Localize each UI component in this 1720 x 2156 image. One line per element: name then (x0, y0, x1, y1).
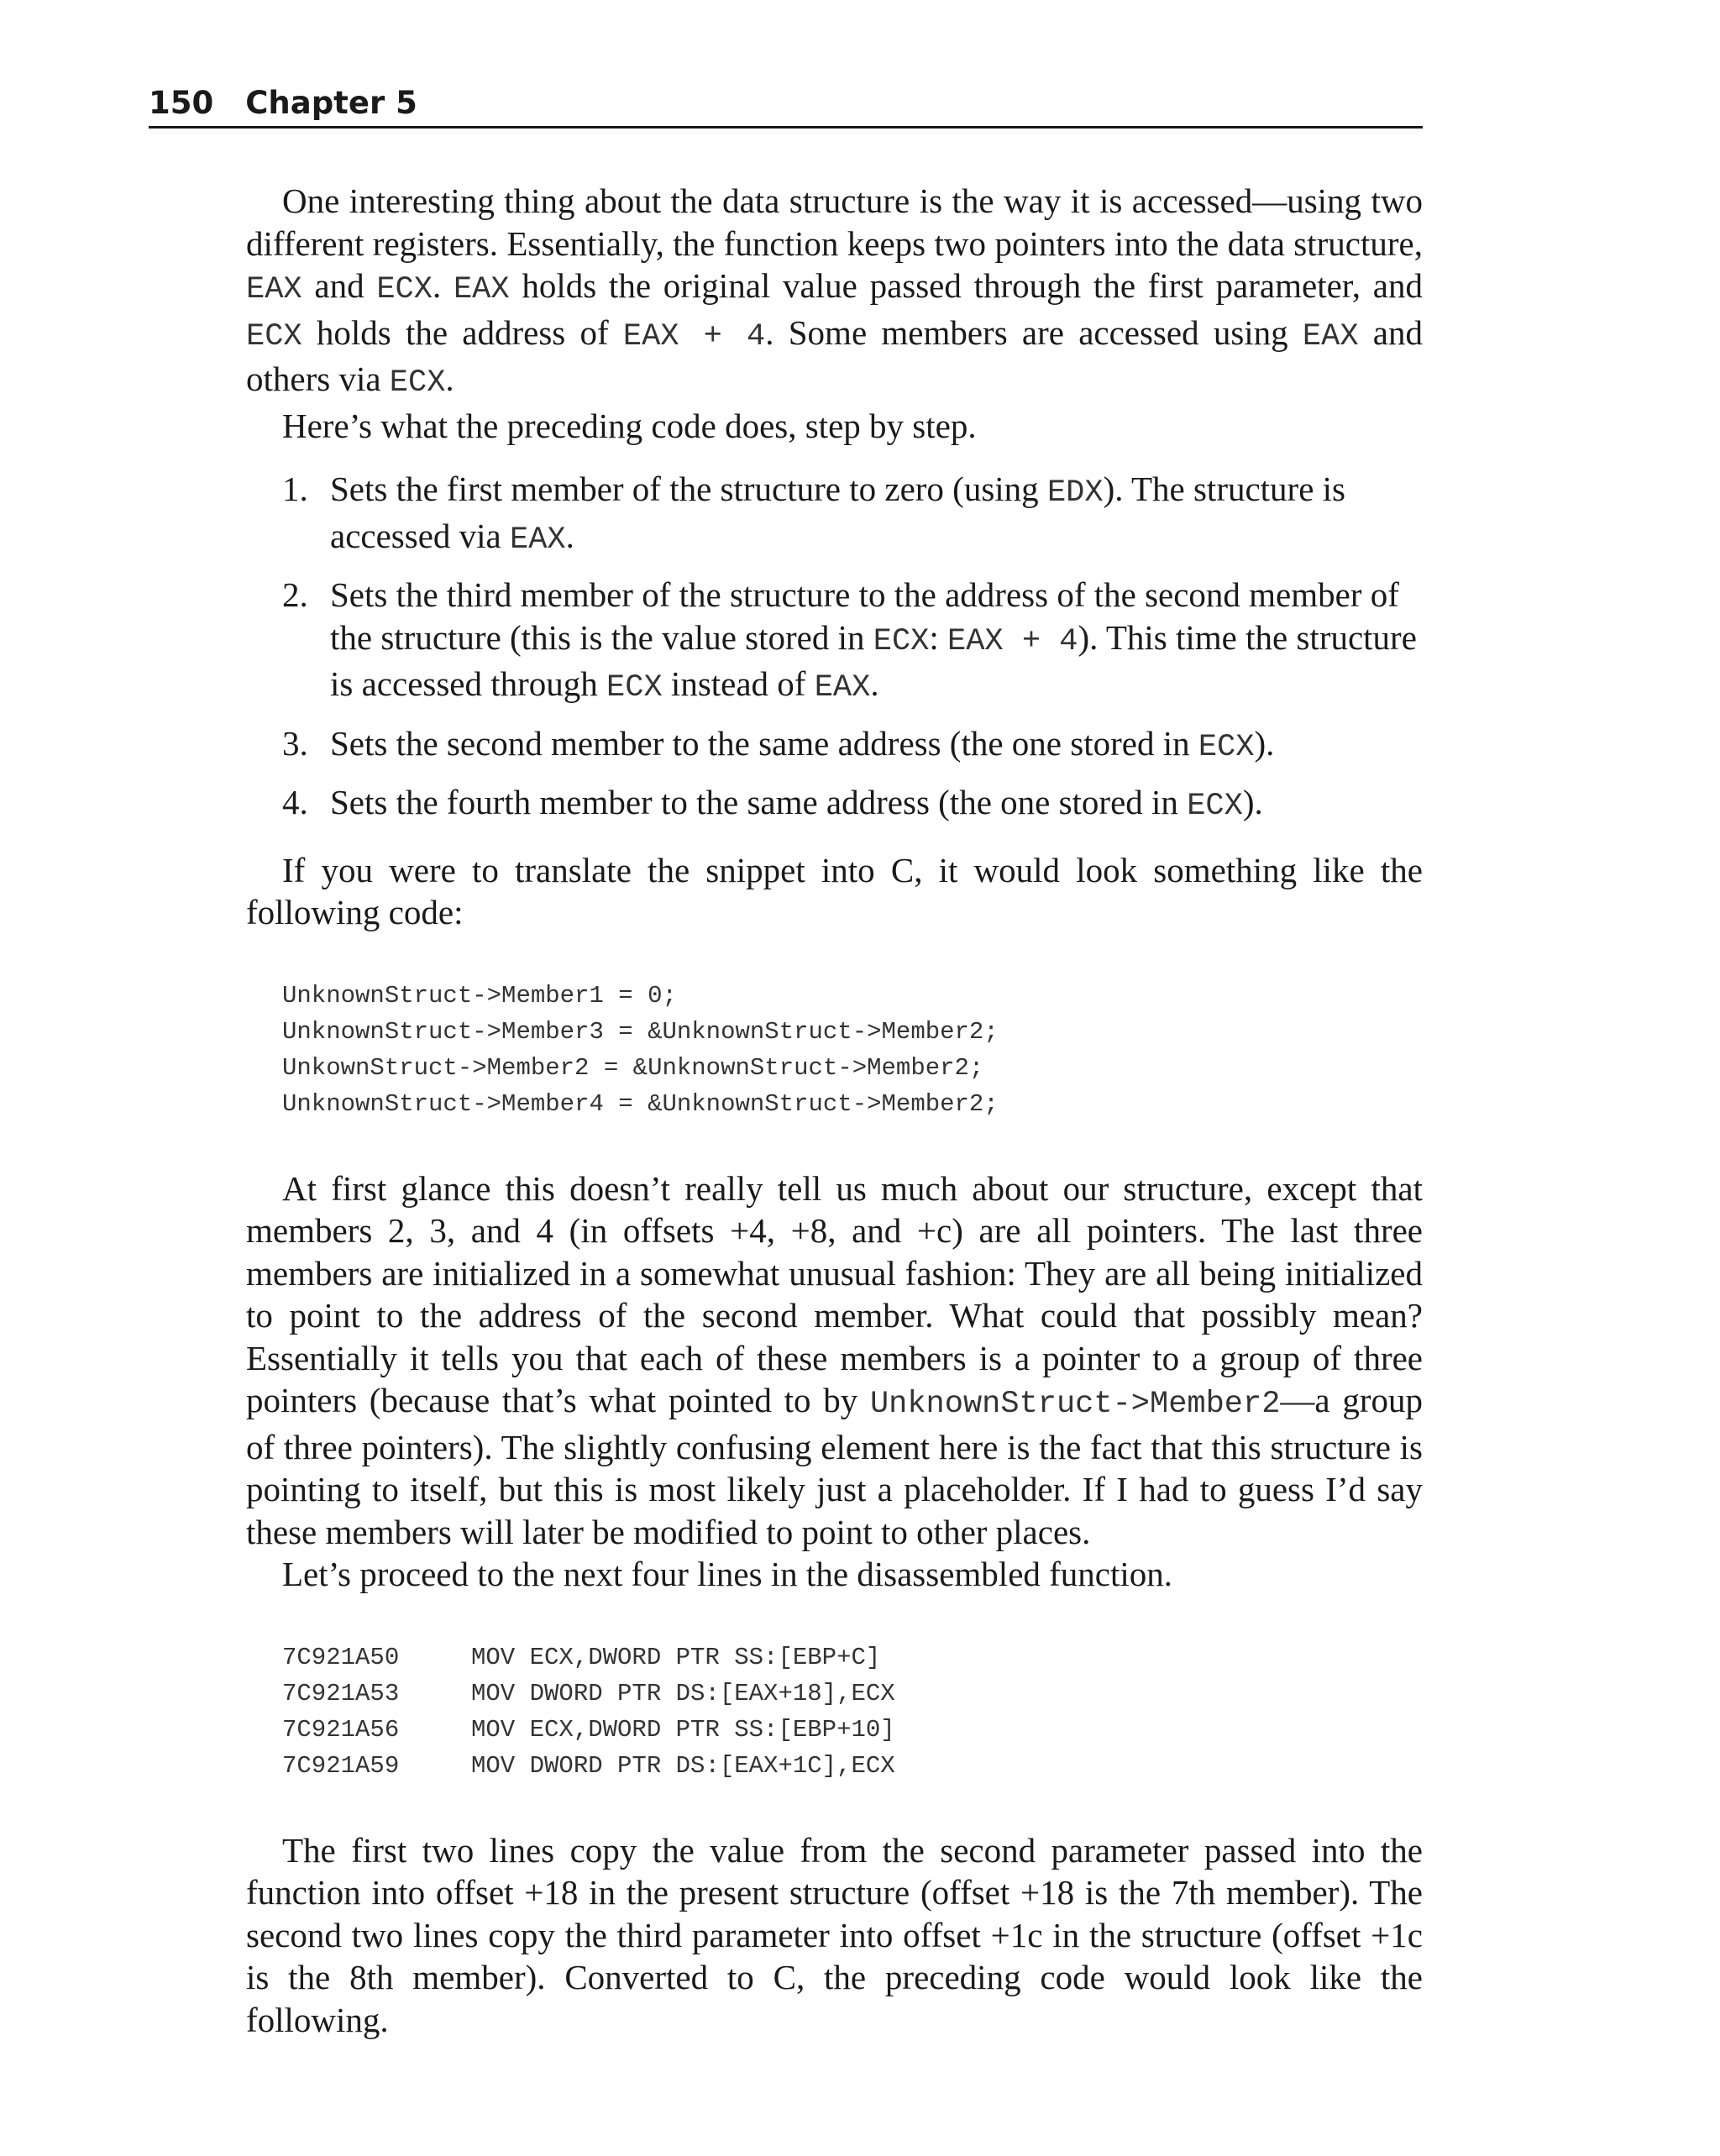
code-ecx: ECX (376, 272, 433, 307)
paragraph-first-glance (246, 1167, 1423, 1554)
code-ecx: ECX (873, 623, 930, 659)
code-line (282, 1748, 1423, 1784)
code-instruction: MOV DWORD PTR DS:[EAX+1C],ECX (471, 1751, 895, 1780)
text: ). (1242, 783, 1263, 821)
code-ecx: ECX (389, 365, 446, 401)
text: holds the address of (302, 312, 623, 352)
page-number: 150 (149, 85, 214, 121)
text: and (302, 266, 377, 305)
text: holds the original value passed through the first parameter, and (509, 266, 1423, 305)
text: ). (1254, 723, 1275, 763)
running-header (149, 84, 1423, 129)
code-line: UnknownStruct->Member3 = &UnknownStruct->Member2; (282, 1017, 999, 1046)
code-line: UnkownStruct->Member2 = &UnknownStruct->Member2; (282, 1053, 984, 1082)
list-item (246, 781, 1423, 828)
text: . (565, 516, 574, 555)
code-listing-disassembly (246, 1639, 1423, 1784)
text: —a group of three pointers). The slightly confusing element here is the fact that this structure is pointing to itself, but this is most likely just a placeholder. If I had to guess I’d say these members will later be modified to point to other places. (246, 1381, 1423, 1551)
code-address: 7C921A53 (282, 1679, 400, 1707)
text: ). This time the structure is accessed through (330, 617, 1417, 703)
code-eax: EAX (1302, 318, 1359, 354)
chapter-title: Chapter 5 (245, 85, 417, 121)
list-number: 1. (282, 469, 308, 508)
code-address: 7C921A59 (282, 1751, 400, 1780)
list-number: 3. (282, 723, 308, 763)
text: . (432, 266, 454, 305)
text: Sets the first member of the structure to zero (using (330, 469, 1047, 508)
code-line (282, 1712, 1423, 1748)
code-instruction: MOV ECX,DWORD PTR SS:[EBP+10] (471, 1715, 895, 1744)
code-line: UnknownStruct->Member4 = &UnknownStruct->Member2; (282, 1089, 999, 1118)
code-instruction: MOV ECX,DWORD PTR SS:[EBP+C] (471, 1643, 881, 1671)
list-number: 4. (282, 783, 308, 821)
text: Sets the second member to the same address (the one stored in (330, 723, 1198, 763)
code-line: UnknownStruct->Member1 = 0; (282, 981, 677, 1010)
code-address: 7C921A50 (282, 1643, 400, 1671)
text: instead of (662, 664, 815, 703)
paragraph-first-two-lines: The first two lines copy the value from the second parameter passed into the function into offset +18 in the present structure (offset +18 is the 7th member). The second two lines copy the third parameter into offset +1c in the structure (offset +1c is the 8th member). Converted to C, the preceding code would look like the following. (246, 1830, 1423, 2039)
steps-list (246, 468, 1423, 828)
code-line (282, 1676, 1423, 1712)
paragraph-next-four-lines: Let’s proceed to the next four lines in the disassembled function. (282, 1555, 1173, 1593)
code-address: 7C921A56 (282, 1715, 400, 1744)
list-item (246, 574, 1423, 710)
code-ecx: ECX (246, 318, 302, 354)
code-ecx: ECX (1187, 789, 1243, 824)
text: . (870, 664, 879, 703)
code-eax: EAX (453, 272, 510, 307)
text: : (929, 617, 948, 657)
code-eax-plus-4: EAX + 4 (622, 318, 766, 354)
list-number: 2. (282, 575, 308, 614)
list-item (246, 722, 1423, 769)
code-ecx: ECX (606, 670, 663, 706)
code-eax: EAX (246, 272, 302, 307)
code-line (282, 1639, 1423, 1676)
list-item (246, 468, 1423, 561)
code-edx: EDX (1046, 475, 1104, 511)
code-eax: EAX (510, 522, 566, 558)
paragraph-translate-to-c: If you were to translate the snippet into C, it would look something like the following code: (246, 850, 1423, 931)
text: One interesting thing about the data structure is the way it is accessed—using two different registers. Essentially, the function keeps two pointers into the data structure, (246, 181, 1423, 263)
text: Sets the third member of the structure to the address of the second member of the structure (this is the value stored in (330, 575, 1399, 657)
page-body (246, 180, 1423, 2041)
code-eax-plus-4: EAX + 4 (947, 623, 1078, 659)
text: . Some members are accessed using (765, 312, 1303, 352)
text: . (445, 359, 454, 398)
text: ). The structure is accessed via (330, 469, 1346, 555)
code-listing-c (246, 978, 1423, 1122)
code-instruction: MOV DWORD PTR DS:[EAX+18],ECX (471, 1679, 895, 1707)
code-ecx: ECX (1198, 729, 1255, 765)
text: Sets the fourth member to the same address (the one stored in (330, 783, 1188, 821)
code-eax: EAX (814, 670, 871, 706)
code-unknownstruct-member2: UnknownStruct->Member2 (869, 1387, 1281, 1422)
text: At first glance this doesn’t really tell us much about our structure, except that members 2, 3, and 4 (in offsets +4, +8, and +c) are all pointers. The last three members are initialized in a somewhat unusual fashion: They are all being initialized to point to the address of the second member. What could that possibly mean? Essentially it tells you that each of these members is a pointer to a group of three pointers (because that’s what pointed to by (246, 1168, 1423, 1419)
paragraph-data-structure-access (246, 180, 1423, 405)
paragraph-step-intro: Here’s what the preceding code does, step by step. (282, 406, 977, 445)
text: and others via (246, 312, 1423, 398)
